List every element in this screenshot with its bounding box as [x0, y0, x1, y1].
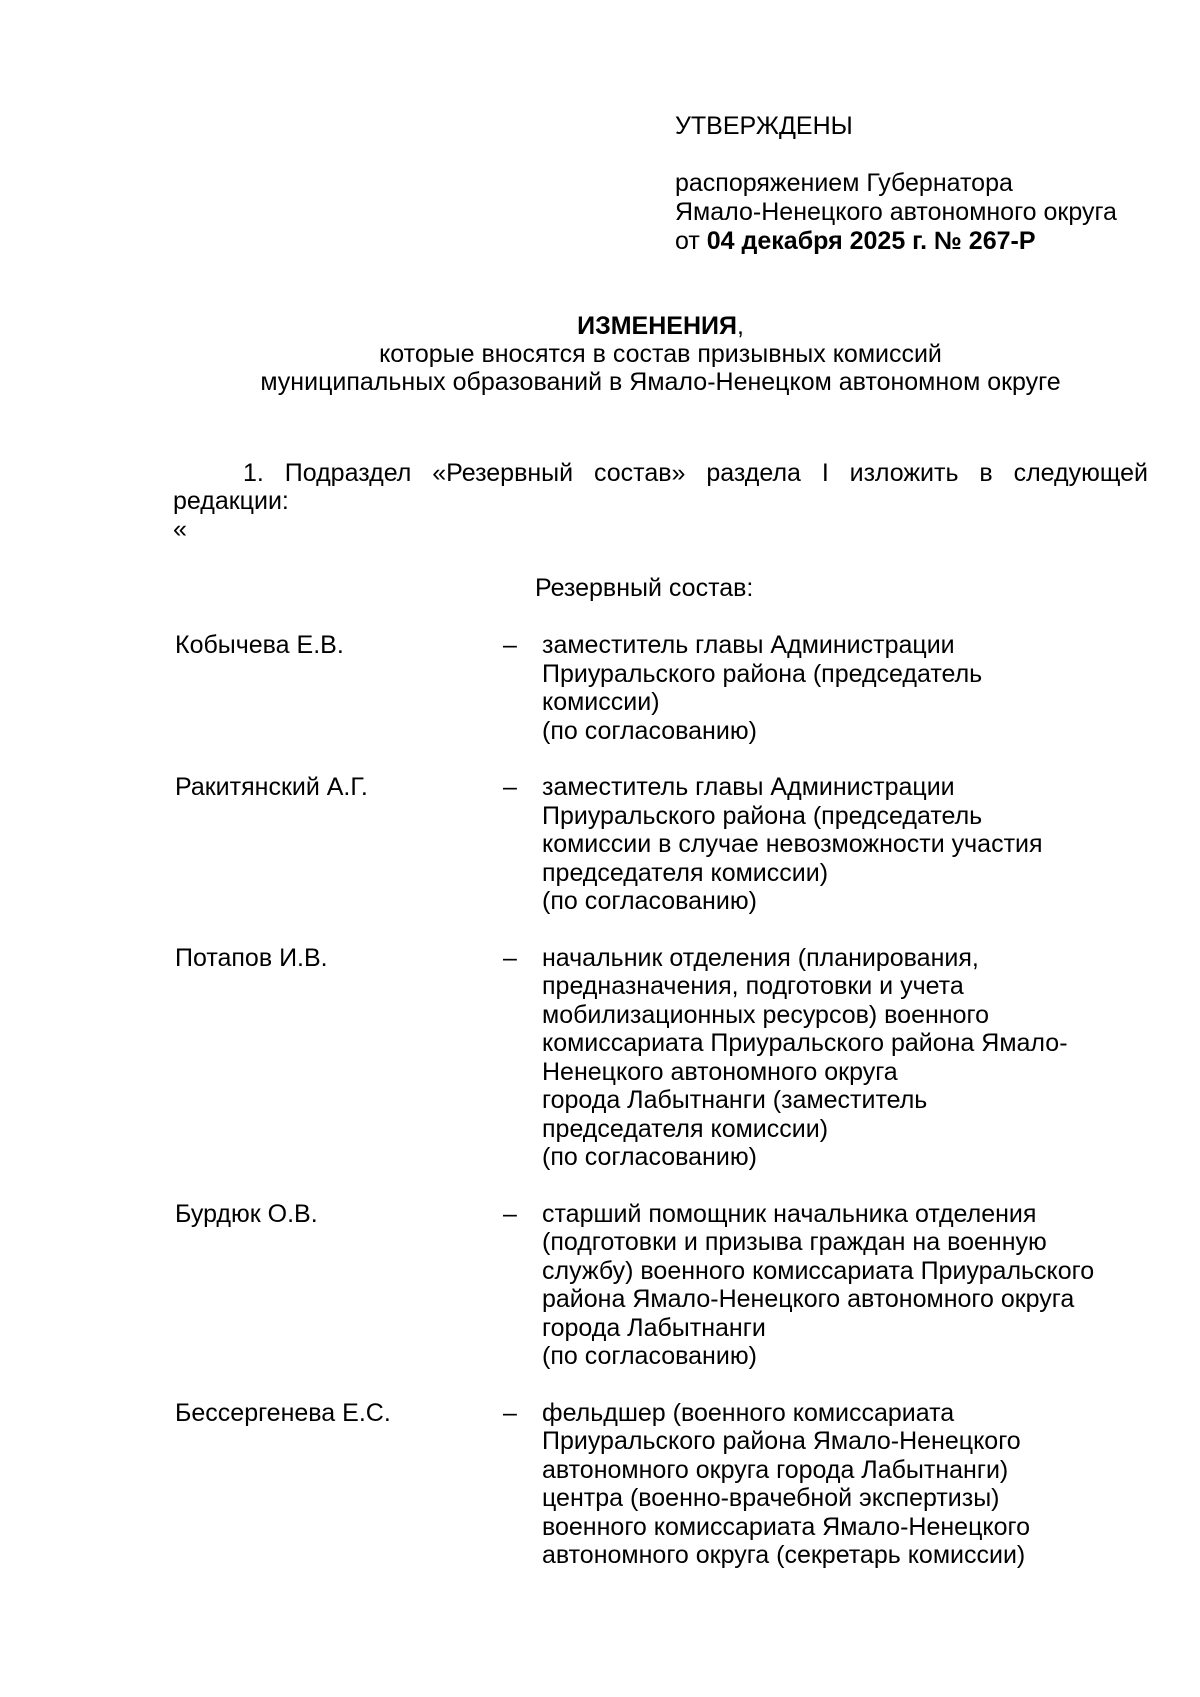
open-quote: « — [173, 515, 187, 543]
member-dash: – — [503, 1398, 517, 1427]
approval-line-2: Ямало-Ненецкого автономного округа — [675, 198, 1117, 226]
member-description: фельдшер (военного комиссариата Приуральского района Ямало-Ненецкого автономного округа города Лабытнанги) центра (военно-врачебной экспертизы) военного комиссариата Ямало-Ненецкого автономного округа (секретарь комиссии) — [542, 1398, 1030, 1569]
member-name: Кобычева Е.В. — [175, 631, 344, 659]
title-line-2: которые вносятся в состав призывных комиссий — [379, 340, 942, 368]
title-heading: ИЗМЕНЕНИЯ — [577, 312, 737, 340]
approval-date-line — [675, 227, 1175, 256]
approval-line-1: распоряжением Губернатора — [675, 169, 1013, 197]
member-entry — [175, 631, 1175, 745]
document-title — [0, 312, 1200, 396]
approved-label: УТВЕРЖДЕНЫ — [675, 112, 853, 140]
title-heading-suffix: , — [736, 312, 744, 340]
approval-from-prefix: от — [675, 227, 707, 255]
section-heading: Резервный состав: — [535, 574, 754, 602]
member-description: начальник отделения (планирования, предназначения, подготовки и учета мобилизационных ресурсов) военного комиссариата Приуральского района Ямало- Ненецкого автономного округа города Лабытнанги (заместитель председателя комиссии) (по согласованию) — [542, 943, 1068, 1171]
member-entry — [175, 1399, 1175, 1570]
member-name: Потапов И.В. — [175, 943, 328, 972]
member-description: заместитель главы Администрации Приуральского района (председатель комиссии в случае невозможности участия председателя комиссии) (по согласованию) — [542, 773, 1043, 915]
approval-date-number: 04 декабря 2025 г. № 267-Р — [706, 227, 1036, 255]
member-name: Ракитянский А.Г. — [175, 773, 368, 801]
approval-stamp — [675, 112, 1175, 256]
members-list — [175, 631, 1175, 1598]
intro-section — [173, 459, 1148, 543]
member-dash: – — [503, 1199, 517, 1228]
member-description: старший помощник начальника отделения (подготовки и призыва граждан на военную службу) военного комиссариата Приуральского района Ямало-Ненецкого автономного округа города Лабытнанги (по согласованию) — [542, 1199, 1095, 1370]
title-line-3: муниципальных образований в Ямало-Ненецком автономном округе — [260, 368, 1061, 396]
member-dash: – — [503, 773, 517, 801]
member-description: заместитель главы Администрации Приуральского района (председатель комиссии) (по согласованию) — [542, 631, 983, 745]
member-name: Бурдюк О.В. — [175, 1199, 318, 1228]
member-entry — [175, 944, 1175, 1172]
member-dash: – — [503, 943, 517, 972]
member-dash: – — [503, 631, 517, 659]
member-name: Бессергенева Е.С. — [175, 1398, 391, 1427]
title-heading-line — [0, 312, 1200, 340]
member-entry — [175, 1200, 1175, 1371]
member-entry — [175, 773, 1175, 916]
intro-paragraph: 1. Подраздел «Резервный состав» раздела I изложить в следующей редакции: — [173, 459, 1148, 515]
